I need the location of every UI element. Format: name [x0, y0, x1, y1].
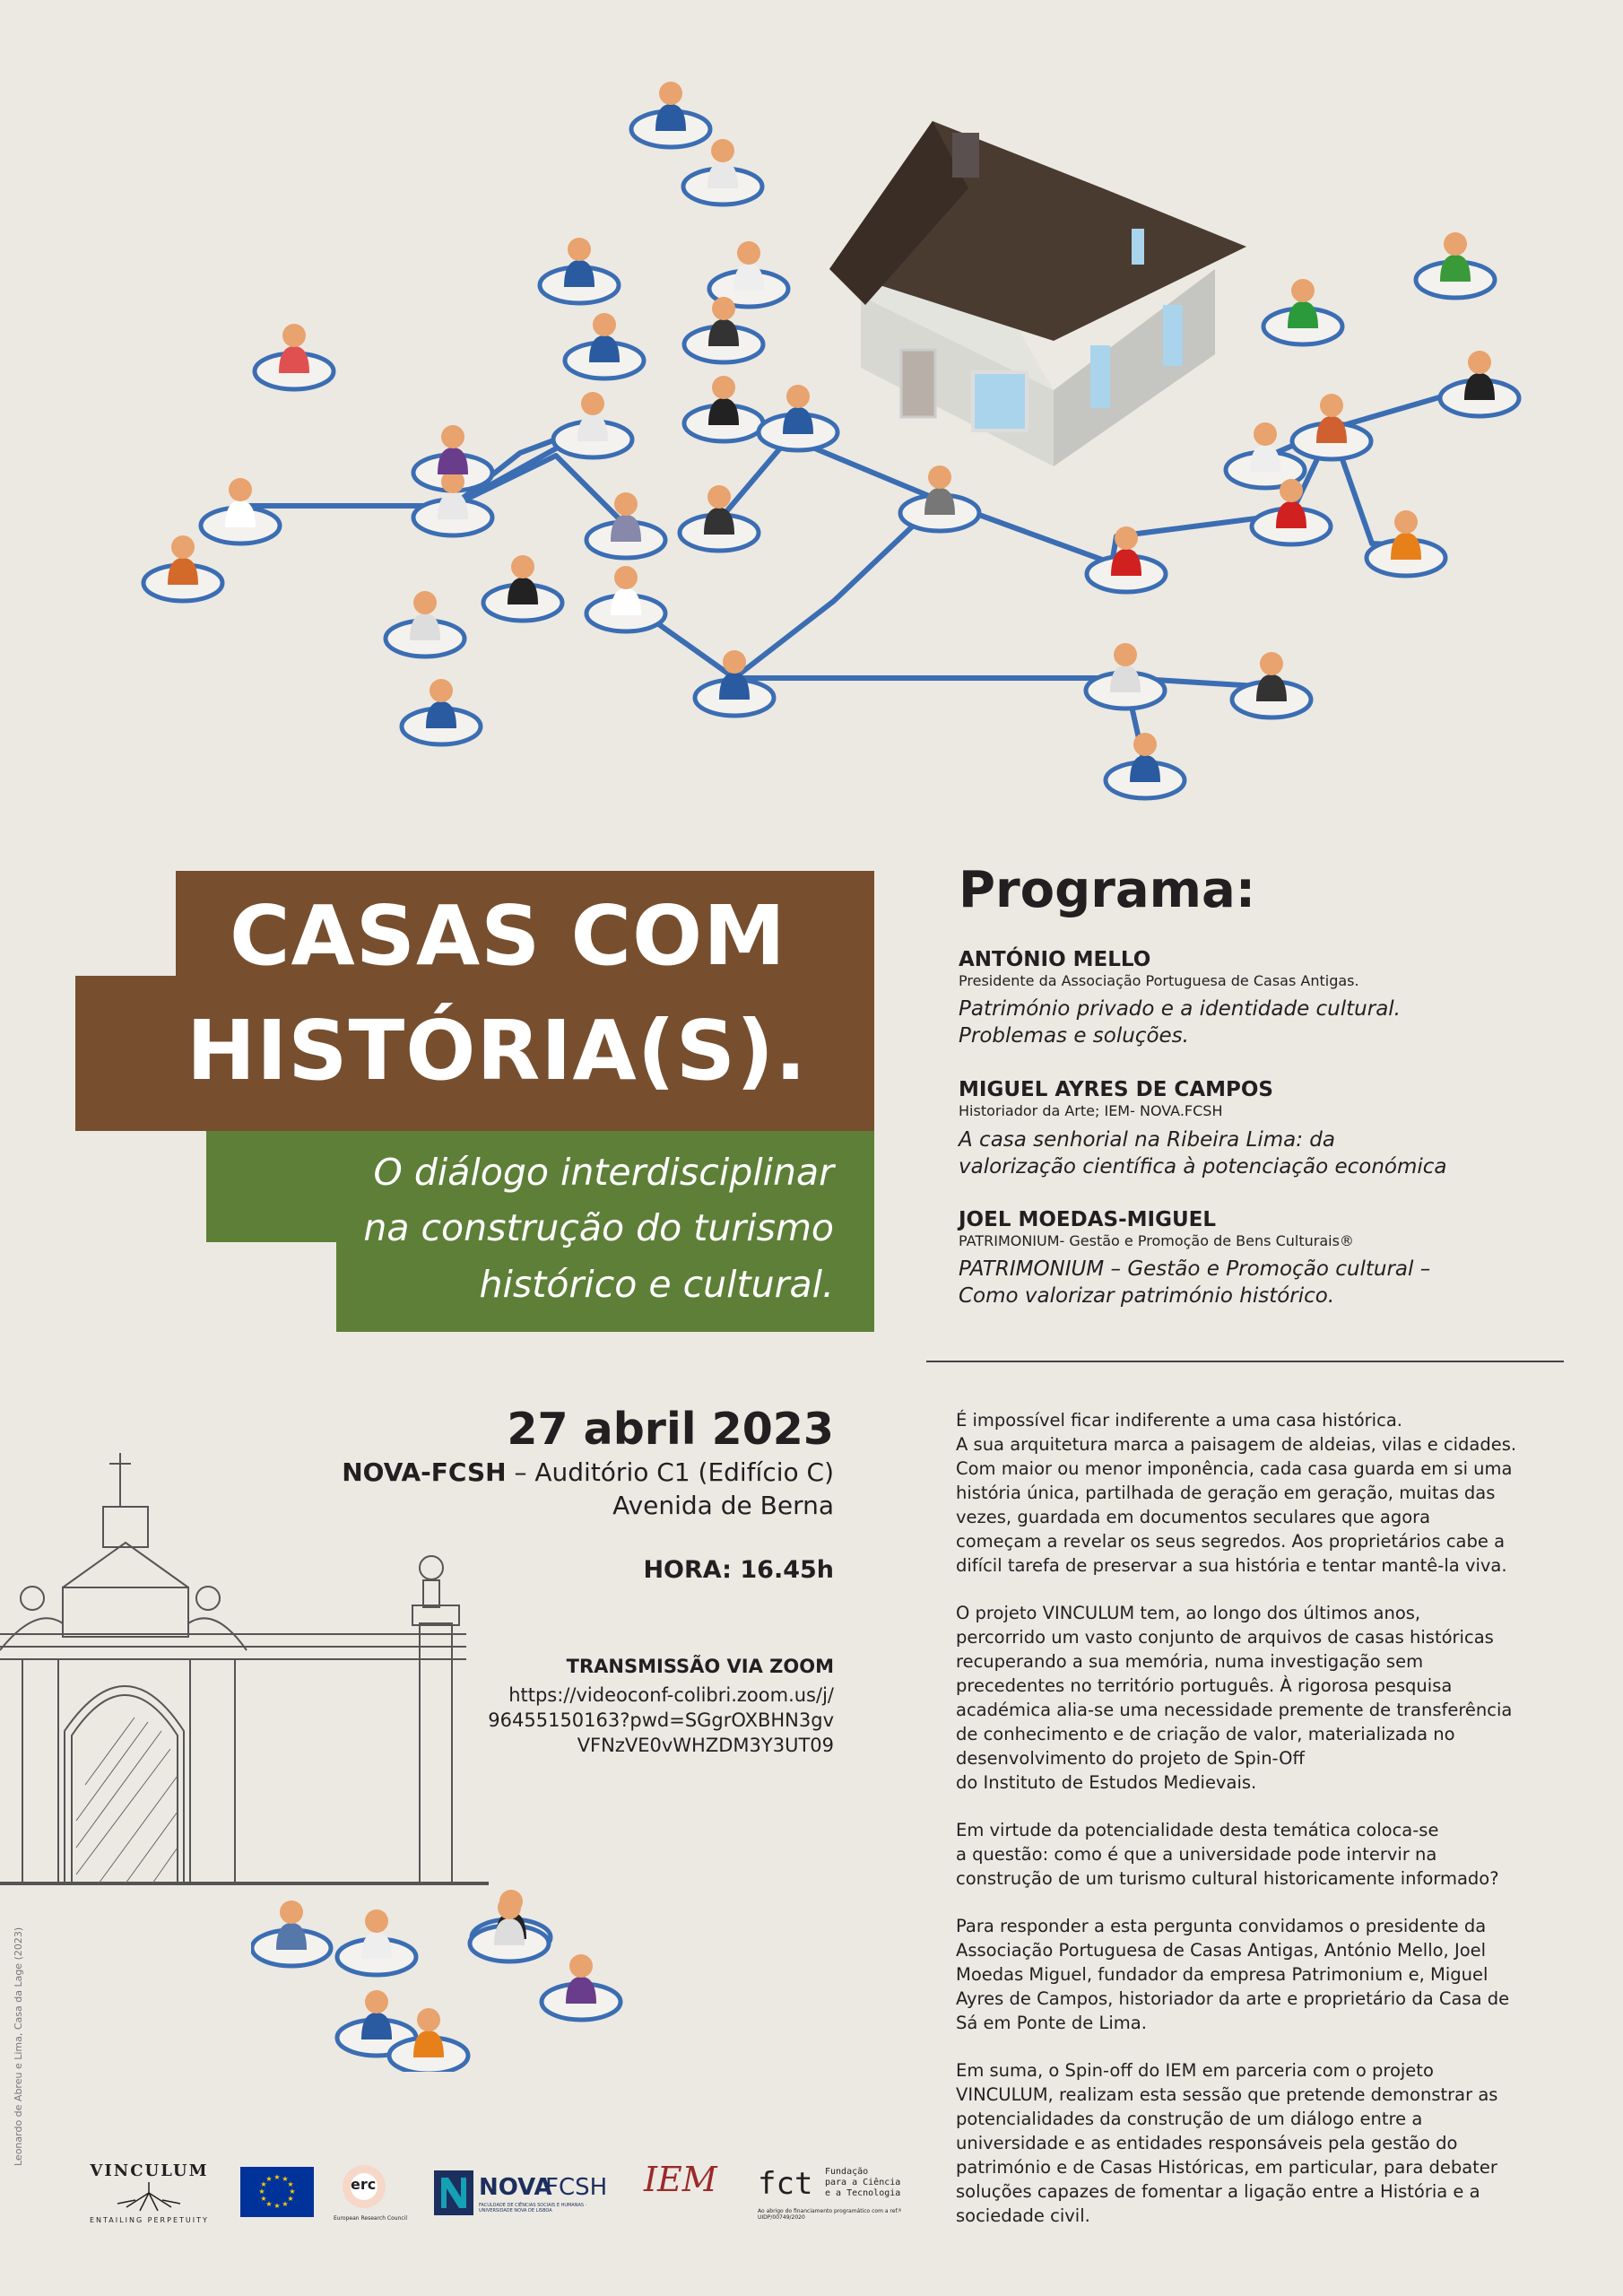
- person-pawn-body: [426, 701, 456, 728]
- person-pawn-head: [441, 425, 464, 448]
- person-pawn-head: [593, 313, 616, 336]
- person-pawn-head: [417, 2008, 440, 2031]
- description-paragraph-1: É impossível ficar indiferente a uma casa histórica. A sua arquitetura marca a paisagem de aldeias, vilas e cidades. Com maior ou menor imponência, cada casa guarda em si uma história única, partilhada de geração em geração, muitas das vezes, guardada em documentos seculares que agora começam a revelar os seus segredos. Aos proprietários cabe a difícil tarefa de preservar a sua história e tentar mantê-la viva.: [956, 1410, 1517, 1576]
- svg-text:★: ★: [287, 2180, 294, 2188]
- description-paragraph-4: Para responder a esta pergunta convidamos o presidente da Associação Portuguesa de Casas Antigas, António Mello, Joel Moedas Miguel, fundador da empresa Patrimonium e, Miguel Ayres de Campos, historiador da arte e proprietário da Casa de Sá em Ponte de Lima.: [956, 1916, 1510, 2033]
- event-date: 27 abril 2023: [507, 1404, 834, 1455]
- person-pawn-body: [1391, 533, 1421, 560]
- speaker-3-name: JOEL MOEDAS-MIGUEL: [959, 1208, 1217, 1231]
- svg-text:★: ★: [265, 2200, 273, 2208]
- fct-logo: [758, 2166, 901, 2221]
- fct-text: fct: [758, 2166, 813, 2202]
- person-pawn-head: [928, 465, 951, 489]
- svg-text:★: ★: [287, 2195, 294, 2203]
- network-illustration: [0, 0, 1623, 825]
- iem-text: IEM: [644, 2160, 717, 2199]
- event-venue-detail: – Auditório C1 (Edifício C): [506, 1457, 834, 1487]
- person-pawn-body: [1288, 301, 1318, 328]
- zoom-link[interactable]: [488, 1683, 834, 1758]
- description-paragraph-5: Em suma, o Spin-off do IEM em parceria com o projeto VINCULUM, realizam esta sessão que pretende demonstrar as potencialidades da construção de um diálogo entre a universidade e as entidades responsáveis pela gestão do património e de Casas Históricas, em particular, para debater soluções capazes de fomentar a ligação entre a História e a sociedade civil.: [956, 2060, 1498, 2226]
- svg-text:★: ★: [265, 2175, 273, 2183]
- svg-text:★: ★: [260, 2180, 267, 2188]
- person-pawn-head: [229, 478, 252, 501]
- nova-fcsh-logo: [434, 2170, 608, 2219]
- person-pawn-head: [1280, 479, 1303, 502]
- person-pawn-body: [1130, 755, 1160, 782]
- person-pawn-body: [508, 578, 538, 604]
- person-pawn-head: [614, 566, 638, 589]
- fct-name: [825, 2167, 900, 2199]
- speaker-2-talk-line-2: valorização científica à potenciação económica: [959, 1155, 1447, 1178]
- event-address: Avenida de Berna: [612, 1491, 834, 1520]
- person-pawn-body: [1250, 445, 1280, 472]
- title-line-2: HISTÓRIA(S).: [187, 1003, 808, 1099]
- roots-icon: [100, 2180, 198, 2213]
- person-pawn-body: [1110, 665, 1141, 692]
- speaker-1-talk-line-2: Problemas e soluções.: [959, 1024, 1189, 1048]
- person-pawn-head: [786, 385, 810, 408]
- person-pawn-body: [564, 260, 595, 287]
- person-pawn-body: [1256, 674, 1287, 701]
- person-pawn-head: [365, 1990, 388, 2013]
- iem-logo: [644, 2160, 717, 2199]
- person-pawn-head: [1320, 394, 1343, 417]
- fct-name-line-3: e a Tecnologia: [825, 2188, 901, 2198]
- person-pawn-body: [413, 2031, 444, 2057]
- person-pawn-head: [569, 1954, 593, 1978]
- person-pawn-body: [276, 1923, 307, 1950]
- person-pawn-body: [783, 407, 813, 434]
- event-time: HORA: 16.45h: [643, 1556, 834, 1584]
- person-pawn-head: [711, 139, 734, 162]
- person-pawn-head: [737, 241, 760, 265]
- person-pawn-body: [1464, 373, 1495, 400]
- person-pawn-head: [712, 297, 735, 320]
- svg-text:★: ★: [273, 2173, 281, 2181]
- svg-text:★: ★: [282, 2175, 289, 2183]
- person-pawn-head: [365, 1909, 388, 1933]
- speaker-1-role: Presidente da Associação Portuguesa de Casas Antigas.: [959, 972, 1359, 989]
- person-pawn-head: [413, 591, 437, 614]
- person-pawn-body: [566, 1977, 596, 2004]
- person-pawn-head: [1444, 232, 1467, 256]
- person-pawn-head: [707, 485, 731, 509]
- description: [956, 1408, 1548, 2251]
- speaker-2-talk-line-1: A casa senhorial na Ribeira Lima: da: [959, 1128, 1335, 1152]
- zoom-label: TRANSMISSÃO VIA ZOOM: [566, 1656, 834, 1677]
- svg-text:★: ★: [289, 2187, 296, 2196]
- person-pawn-body: [1316, 416, 1347, 443]
- erc-caption: European Research Council: [334, 2215, 408, 2222]
- svg-text:★: ★: [282, 2200, 289, 2208]
- person-pawn-head: [581, 392, 604, 415]
- person-pawn-body: [279, 346, 309, 373]
- person-pawn-head: [659, 82, 682, 105]
- person-pawn-body: [707, 161, 738, 188]
- zoom-url-line-1[interactable]: https://videoconf-colibri.zoom.us/j/: [508, 1684, 834, 1706]
- vinculum-tagline: ENTAILING PERPETUITY: [90, 2216, 209, 2224]
- nova-caption: FACULDADE DE CIÊNCIAS SOCIAIS E HUMANAS · UNIVERSIDADE NOVA DE LISBOA: [479, 2203, 587, 2213]
- person-pawn-body: [708, 319, 739, 346]
- image-credit: Leonardo de Abreu e Lima, Casa da Lage (2023): [13, 1926, 24, 2166]
- person-pawn-head: [1291, 279, 1315, 302]
- person-pawn-body: [1440, 255, 1471, 282]
- speaker-3-talk-line-1: PATRIMONIUM – Gestão e Promoção cultural –: [959, 1257, 1431, 1281]
- fct-name-line-1: Fundação: [825, 2167, 869, 2177]
- zoom-url-line-3[interactable]: VFNzVE0vWHZDM3Y3UT09: [577, 1735, 834, 1756]
- fct-caption: Ao abrigo do financiamento programático com a ref.ª UIDP/00749/2020: [758, 2208, 901, 2221]
- person-pawn-head: [498, 1896, 521, 1919]
- subtitle-line-2: na construção do turismo: [363, 1206, 834, 1249]
- person-pawn-head: [614, 492, 638, 516]
- person-pawn-head: [1133, 733, 1157, 756]
- person-pawn-head: [1254, 422, 1277, 446]
- person-pawn-head: [1260, 652, 1283, 675]
- programa-heading: Programa:: [959, 861, 1256, 919]
- vinculum-logo: [90, 2161, 209, 2224]
- speaker-3-role: PATRIMONIUM- Gestão e Promoção de Bens Culturais®: [959, 1232, 1354, 1249]
- subtitle-line-1: O diálogo interdisciplinar: [373, 1151, 834, 1194]
- speaker-1-name: ANTÓNIO MELLO: [959, 948, 1151, 971]
- person-pawn-head: [282, 324, 306, 347]
- speaker-3-talk-line-2: Como valorizar património histórico.: [959, 1284, 1335, 1308]
- person-pawn-body: [708, 398, 739, 425]
- person-pawn-body: [1276, 501, 1306, 528]
- person-pawn-body: [655, 104, 686, 131]
- person-pawn-body: [577, 414, 608, 441]
- person-pawn-body: [924, 488, 955, 515]
- zoom-url-line-2[interactable]: 96455150163?pwd=SGgrOXBHN3gv: [488, 1709, 834, 1731]
- erc-text: erc: [351, 2176, 377, 2193]
- person-pawn-head: [723, 650, 746, 674]
- person-pawn-head: [1394, 510, 1418, 534]
- nova-n-icon: [434, 2170, 473, 2215]
- erc-logo: [334, 2161, 408, 2222]
- person-pawn-head: [430, 679, 453, 702]
- person-pawn-body: [589, 335, 620, 362]
- person-pawn-body: [168, 558, 198, 585]
- eu-flag-logo: [240, 2167, 314, 2217]
- person-pawn-head: [511, 555, 534, 578]
- title-line-1: CASAS COM: [230, 888, 786, 984]
- subtitle-line-3: histórico e cultural.: [479, 1263, 834, 1306]
- person-pawn-head: [1114, 643, 1137, 666]
- person-pawn-head: [712, 376, 735, 399]
- speaker-2-name: MIGUEL AYRES DE CAMPOS: [959, 1078, 1273, 1101]
- people-illustration-bottom: [251, 1874, 699, 2072]
- description-paragraph-3: Em virtude da potencialidade desta temática coloca-se a questão: como é que a universidade pode intervir na construção de um turismo cultural historicamente informado?: [956, 1820, 1499, 1889]
- person-pawn-body: [410, 613, 440, 640]
- gate-drawing: [0, 1444, 493, 1892]
- person-pawn-head: [1468, 351, 1491, 374]
- fcsh-text: FCSH: [545, 2174, 608, 2201]
- divider: [926, 1361, 1564, 1362]
- person-pawn-head: [280, 1900, 303, 1924]
- speaker-1-talk-line-1: Património privado e a identidade cultural.: [959, 997, 1401, 1021]
- svg-text:★: ★: [273, 2202, 281, 2210]
- person-pawn-body: [438, 448, 468, 474]
- nova-text: NOVA: [479, 2174, 552, 2201]
- fct-name-line-2: para a Ciência: [825, 2178, 901, 2187]
- person-pawn-body: [361, 1932, 392, 1959]
- event-venue: NOVA-FCSH: [342, 1457, 507, 1487]
- person-pawn-head: [171, 535, 195, 559]
- eu-stars-icon: [240, 2167, 314, 2217]
- vinculum-logo-text: VINCULUM: [90, 2161, 209, 2180]
- house-model: [829, 121, 1246, 466]
- person-pawn-body: [611, 588, 641, 615]
- person-pawn-body: [361, 2013, 392, 2039]
- speaker-2-role: Historiador da Arte; IEM- NOVA.FCSH: [959, 1102, 1223, 1119]
- person-pawn-body: [611, 515, 641, 542]
- description-paragraph-2: O projeto VINCULUM tem, ao longo dos últimos anos, percorrido um vasto conjunto de arquivos de casas históricas recuperando a sua memória, numa investigação sem precedentes no território português. À rigorosa pesquisa académica alia-se uma necessidade premente de transferência de conhecimento e de criação de valor, materializada no desenvolvimento do projeto de Spin-Off do Instituto de Estudos Medievais.: [956, 1603, 1513, 1793]
- svg-text:★: ★: [260, 2195, 267, 2203]
- person-pawn-head: [1115, 526, 1138, 550]
- person-pawn-body: [733, 264, 764, 291]
- person-pawn-head: [568, 238, 591, 261]
- svg-text:★: ★: [258, 2187, 265, 2196]
